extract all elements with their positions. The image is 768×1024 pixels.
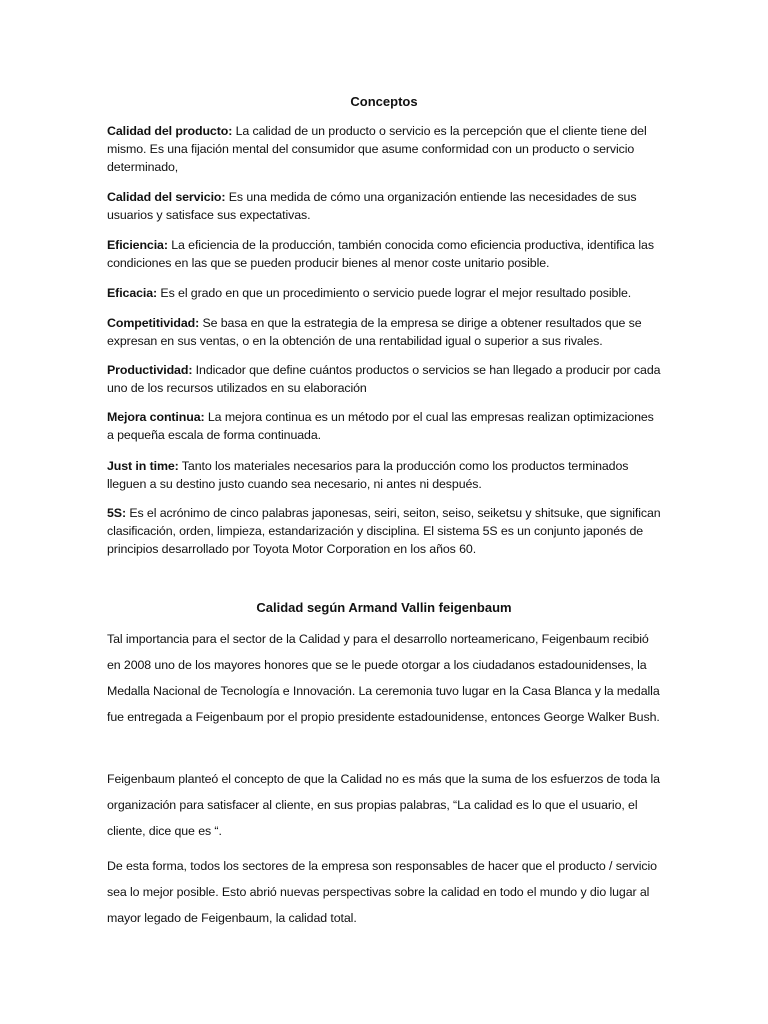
concept-term: Competitividad: [107, 316, 200, 330]
concept-term: Calidad del producto: [107, 124, 233, 138]
feigenbaum-paragraph-1: Tal importancia para el sector de la Calidad y para el desarrollo norteamericano, Feigenbaum recibió en 2008 uno de los mayores honores que se le puede otorgar a los ciudadanos estadounidenses, la Medalla Nacional de Tecnología e Innovación. La ceremonia tuvo lugar en la Casa Blanca y la medalla fue entregada a Feigenbaum por el propio presidente estadounidense, entonces George Walker Bush. [107, 632, 660, 724]
concept-5s [107, 504, 663, 558]
concept-competitividad [107, 314, 663, 350]
concept-definition: Es una medida de cómo una organización entiende las necesidades de sus usuarios y satisface sus expectativas. [107, 190, 637, 222]
concept-just-in-time [107, 457, 663, 493]
concept-definition: Es el grado en que un procedimiento o servicio puede lograr el mejor resultado posible. [157, 286, 632, 300]
concept-term: Calidad del servicio: [107, 190, 226, 204]
section-title-feigenbaum: Calidad según Armand Vallin feigenbaum [256, 600, 512, 615]
concept-definition: La calidad de un producto o servicio es la percepción que el cliente tiene del mismo. Es una fijación mental del consumidor que asume conformidad con un producto o servicio determinado, [107, 124, 647, 174]
concept-term: 5S: [107, 506, 126, 520]
concept-definition: Indicador que define cuántos productos o servicios se han llegado a producir por cada uno de los recursos utilizados en su elaboración [107, 363, 661, 395]
concept-definition: Tanto los materiales necesarios para la producción como los productos terminados lleguen a su destino justo cuando sea necesario, ni antes ni después. [107, 459, 629, 491]
concept-eficacia [107, 284, 663, 302]
feigenbaum-paragraph-2: Feigenbaum planteó el concepto de que la Calidad no es más que la suma de los esfuerzos de toda la organización para satisfacer al cliente, en sus propias palabras, “La calidad es lo que el usuario, el cliente, dice que es “. [107, 772, 660, 838]
concept-term: Productividad: [107, 363, 193, 377]
concept-term: Mejora continua: [107, 410, 205, 424]
concept-term: Just in time: [107, 459, 179, 473]
concept-definition: La mejora continua es un método por el cual las empresas realizan optimizaciones a pequeña escala de forma continuada. [107, 410, 654, 442]
concept-definition: Se basa en que la estrategia de la empresa se dirige a obtener resultados que se expresan en sus ventas, o en la obtención de una rentabilidad igual o superior a sus rivales. [107, 316, 642, 348]
concept-calidad-producto [107, 122, 663, 176]
concept-definition: La eficiencia de la producción, también conocida como eficiencia productiva, identifica las condiciones en las que se pueden producir bienes al menor coste unitario posible. [107, 238, 654, 270]
concept-term: Eficiencia: [107, 238, 168, 252]
concept-eficiencia [107, 236, 663, 272]
concept-definition: Es el acrónimo de cinco palabras japonesas, seiri, seiton, seiso, seiketsu y shitsuke, que significan clasificación, orden, limpieza, estandarización y disciplina. El sistema 5S es un conjunto japonés de principios desarrollado por Toyota Motor Corporation en los años 60. [107, 506, 661, 556]
concept-productividad [107, 361, 663, 397]
concept-calidad-servicio [107, 188, 663, 224]
concept-term: Eficacia: [107, 286, 158, 300]
feigenbaum-paragraph-3: De esta forma, todos los sectores de la empresa son responsables de hacer que el producto / servicio sea lo mejor posible. Esto abrió nuevas perspectivas sobre la calidad en todo el mundo y dio lugar al mayor legado de Feigenbaum, la calidad total. [107, 859, 657, 925]
concept-mejora-continua [107, 408, 663, 444]
section-title-conceptos: Conceptos [350, 94, 418, 109]
